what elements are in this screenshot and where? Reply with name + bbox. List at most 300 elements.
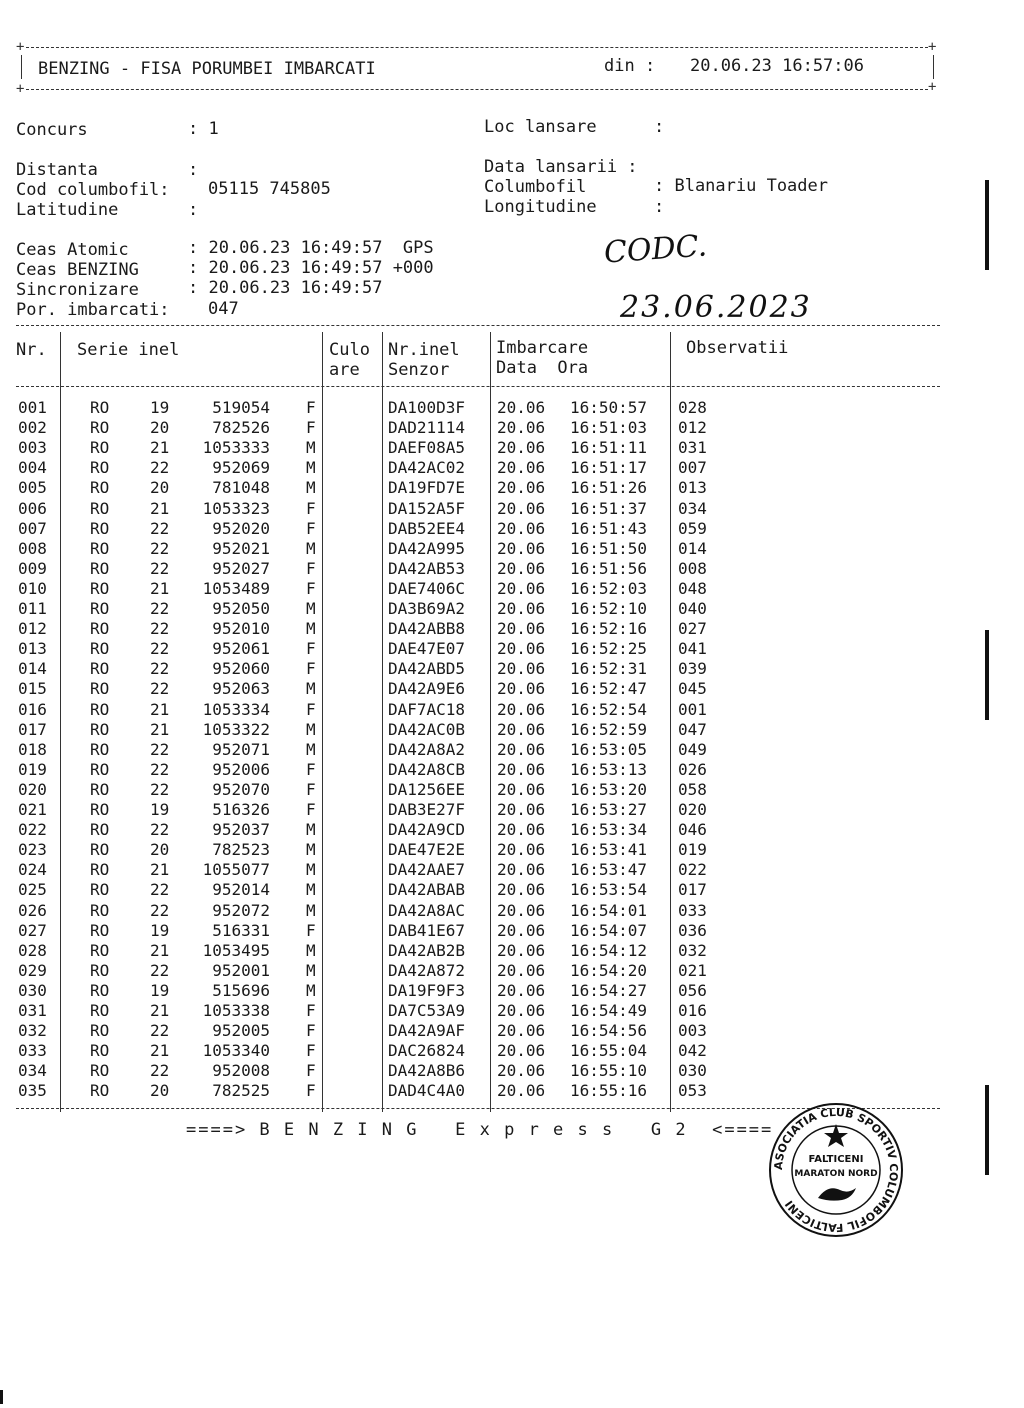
- cell-senzor: DA42A9E6: [388, 679, 466, 699]
- cell-obs: 020: [678, 800, 707, 819]
- table-row: [0, 579, 940, 599]
- table-row: [0, 1041, 940, 1061]
- cell-obs: 014: [678, 538, 707, 558]
- table-row: [0, 921, 940, 941]
- por-imbarcati-label: Por. imbarcati:: [16, 300, 170, 320]
- cell-an: 21: [150, 578, 170, 598]
- cell-senzor: DA42AB53: [388, 558, 466, 578]
- cell-an: 22: [150, 599, 170, 618]
- col-observatii-header: Observatii: [686, 338, 789, 358]
- ceas-atomic-value: : 20.06.23 16:49:57 GPS: [188, 238, 434, 258]
- cell-data: 20.06: [497, 1041, 546, 1061]
- cell-nr: 030: [18, 980, 47, 1000]
- cell-ora: 16:53:13: [570, 759, 648, 779]
- cell-an: 19: [150, 800, 170, 819]
- cell-obs: 021: [678, 960, 707, 980]
- cell-data: 20.06: [497, 980, 546, 1000]
- cell-obs: 034: [678, 498, 707, 518]
- columbofil-value: : Blanariu Toader: [654, 176, 828, 196]
- cell-an: 22: [150, 759, 170, 779]
- cell-obs: 032: [678, 940, 707, 960]
- table-row: [0, 1001, 940, 1021]
- table-row: [0, 941, 940, 961]
- cell-obs: 053: [678, 1081, 707, 1101]
- cell-inel: 952060: [212, 659, 270, 679]
- cell-sex: M: [306, 478, 316, 498]
- cell-tara: RO: [90, 619, 110, 639]
- cell-senzor: DA19FD7E: [388, 478, 466, 498]
- cell-sex: M: [306, 458, 316, 478]
- cod-columbofil-label: Cod columbofil:: [16, 180, 170, 200]
- cell-ora: 16:52:59: [570, 719, 648, 739]
- cell-ora: 16:55:10: [570, 1061, 648, 1081]
- cell-an: 21: [150, 940, 170, 960]
- table-row: [0, 800, 940, 820]
- latitudine-label: Latitudine: [16, 200, 119, 220]
- cell-an: 20: [150, 478, 170, 498]
- cell-inel: 952027: [212, 558, 270, 578]
- table-row: [0, 679, 940, 699]
- cell-obs: 031: [678, 438, 707, 458]
- cell-obs: 007: [678, 458, 707, 478]
- cell-tara: RO: [90, 820, 110, 840]
- cell-sex: F: [306, 639, 316, 659]
- cell-sex: F: [306, 779, 316, 799]
- cell-ora: 16:54:56: [570, 1021, 648, 1041]
- cell-tara: RO: [90, 418, 110, 438]
- cell-senzor: DA42A8A2: [388, 739, 466, 759]
- cell-tara: RO: [90, 1021, 110, 1041]
- cell-nr: 021: [18, 800, 47, 819]
- cell-tara: RO: [90, 739, 110, 759]
- cell-data: 20.06: [497, 679, 546, 699]
- cell-ora: 16:54:20: [570, 960, 648, 980]
- cell-inel: 782526: [212, 418, 270, 438]
- cell-senzor: DA42AAE7: [388, 860, 466, 880]
- cell-ora: 16:52:31: [570, 659, 648, 679]
- cell-tara: RO: [90, 880, 110, 900]
- cell-an: 22: [150, 820, 170, 840]
- cell-tara: RO: [90, 639, 110, 659]
- cell-nr: 020: [18, 779, 47, 799]
- loc-lansare-label: Loc lansare: [484, 117, 597, 137]
- cell-data: 20.06: [497, 599, 546, 618]
- table-row: [0, 559, 940, 579]
- cell-data: 20.06: [497, 739, 546, 759]
- cell-an: 21: [150, 719, 170, 739]
- cell-inel: 952008: [212, 1061, 270, 1081]
- cell-sex: M: [306, 438, 316, 458]
- cell-ora: 16:53:47: [570, 860, 648, 880]
- cell-senzor: DA42A9CD: [388, 820, 466, 840]
- cell-senzor: DA152A5F: [388, 498, 466, 518]
- latitudine-value: :: [188, 200, 199, 220]
- cell-ora: 16:52:54: [570, 699, 648, 719]
- cell-tara: RO: [90, 940, 110, 960]
- table-row: [0, 700, 940, 720]
- cell-an: 19: [150, 920, 170, 940]
- cell-nr: 014: [18, 659, 47, 679]
- cell-data: 20.06: [497, 518, 546, 538]
- cell-nr: 015: [18, 679, 47, 699]
- table-row: [0, 659, 940, 679]
- cell-ora: 16:53:05: [570, 739, 648, 759]
- cell-senzor: DA42AC0B: [388, 719, 466, 739]
- cell-data: 20.06: [497, 920, 546, 940]
- cell-obs: 045: [678, 679, 707, 699]
- din-label: din :: [604, 56, 656, 76]
- cell-obs: 059: [678, 518, 707, 538]
- cell-obs: 026: [678, 759, 707, 779]
- cell-obs: 019: [678, 840, 707, 860]
- table-row: [0, 458, 940, 478]
- cell-inel: 952014: [212, 880, 270, 900]
- ceas-benzing-value: : 20.06.23 16:49:57 +000: [188, 258, 434, 278]
- table-row: [0, 1061, 940, 1081]
- cell-senzor: DAEF08A5: [388, 438, 466, 458]
- cell-data: 20.06: [497, 940, 546, 960]
- table-row: [0, 860, 940, 880]
- cell-obs: 003: [678, 1021, 707, 1041]
- cell-ora: 16:53:27: [570, 800, 648, 819]
- cell-senzor: DAE47E2E: [388, 840, 466, 860]
- cell-sex: F: [306, 498, 316, 518]
- cell-sex: M: [306, 820, 316, 840]
- cell-obs: 058: [678, 779, 707, 799]
- pigeon-icon: [818, 1188, 856, 1201]
- cell-data: 20.06: [497, 619, 546, 639]
- cell-nr: 001: [18, 398, 47, 417]
- cell-sex: F: [306, 800, 316, 819]
- cell-tara: RO: [90, 518, 110, 538]
- cell-obs: 048: [678, 578, 707, 598]
- cell-ora: 16:53:54: [570, 880, 648, 900]
- cell-inel: 519054: [212, 398, 270, 417]
- cell-nr: 028: [18, 940, 47, 960]
- cell-inel: 952037: [212, 820, 270, 840]
- loc-lansare-value: :: [654, 117, 665, 137]
- cell-inel: 1053334: [202, 699, 270, 719]
- cell-obs: 033: [678, 900, 707, 920]
- cell-an: 22: [150, 518, 170, 538]
- table-row: [0, 539, 940, 559]
- cell-inel: 1053333: [202, 438, 270, 458]
- cell-data: 20.06: [497, 639, 546, 659]
- cell-nr: 035: [18, 1081, 47, 1101]
- cell-inel: 952006: [212, 759, 270, 779]
- distanta-value: :: [188, 160, 199, 180]
- cell-inel: 952005: [212, 1021, 270, 1041]
- col-nrinel-header-1: Nr.inel: [388, 340, 460, 360]
- cell-inel: 952072: [212, 900, 270, 920]
- cell-nr: 005: [18, 478, 47, 498]
- table-row: [0, 820, 940, 840]
- cell-data: 20.06: [497, 558, 546, 578]
- cell-sex: M: [306, 679, 316, 699]
- cell-tara: RO: [90, 1061, 110, 1081]
- cell-ora: 16:55:16: [570, 1081, 648, 1101]
- cell-an: 22: [150, 900, 170, 920]
- table-row: [0, 398, 940, 418]
- cell-data: 20.06: [497, 759, 546, 779]
- cell-data: 20.06: [497, 659, 546, 679]
- cell-inel: 515696: [212, 980, 270, 1000]
- longitudine-value: :: [654, 197, 665, 217]
- cell-sex: F: [306, 659, 316, 679]
- cell-sex: M: [306, 619, 316, 639]
- cell-ora: 16:51:26: [570, 478, 648, 498]
- table-row: [0, 901, 940, 921]
- cell-tara: RO: [90, 1001, 110, 1020]
- cod-columbofil-value: 05115 745805: [208, 179, 331, 199]
- cell-obs: 001: [678, 699, 707, 719]
- cell-obs: 036: [678, 920, 707, 940]
- cell-sex: M: [306, 860, 316, 880]
- cell-data: 20.06: [497, 960, 546, 980]
- cell-sex: F: [306, 578, 316, 598]
- cell-senzor: DAD4C4A0: [388, 1081, 466, 1101]
- cell-an: 22: [150, 659, 170, 679]
- cell-an: 21: [150, 860, 170, 880]
- stamp-line-2: MARATON NORD: [794, 1169, 878, 1179]
- cell-inel: 952071: [212, 739, 270, 759]
- cell-data: 20.06: [497, 840, 546, 860]
- cell-nr: 022: [18, 820, 47, 840]
- cell-obs: 008: [678, 558, 707, 578]
- cell-tara: RO: [90, 800, 110, 819]
- cell-nr: 025: [18, 880, 47, 900]
- cell-obs: 028: [678, 398, 707, 417]
- cell-sex: M: [306, 980, 316, 1000]
- cell-obs: 012: [678, 418, 707, 438]
- cell-inel: 781048: [212, 478, 270, 498]
- cell-inel: 952069: [212, 458, 270, 478]
- table-row: [0, 740, 940, 760]
- cell-an: 22: [150, 1021, 170, 1041]
- cell-tara: RO: [90, 599, 110, 618]
- concurs-label: Concurs: [16, 120, 88, 140]
- cell-obs: 013: [678, 478, 707, 498]
- cell-senzor: DAC26824: [388, 1041, 466, 1061]
- cell-sex: F: [306, 1021, 316, 1041]
- cell-nr: 013: [18, 639, 47, 659]
- handwritten-date: 23.06.2023: [620, 290, 812, 325]
- cell-tara: RO: [90, 779, 110, 799]
- col-culoare-header-1: Culo: [329, 340, 370, 360]
- ceas-atomic-label: Ceas Atomic: [16, 240, 129, 260]
- cell-senzor: DA42A8CB: [388, 759, 466, 779]
- cell-an: 21: [150, 438, 170, 458]
- cell-ora: 16:51:03: [570, 418, 648, 438]
- cell-an: 22: [150, 458, 170, 478]
- cell-ora: 16:54:12: [570, 940, 648, 960]
- cell-ora: 16:53:34: [570, 820, 648, 840]
- cell-an: 22: [150, 619, 170, 639]
- cell-tara: RO: [90, 900, 110, 920]
- report-title: BENZING - FISA PORUMBEI IMBARCATI: [38, 59, 376, 79]
- cell-sex: M: [306, 599, 316, 618]
- cell-tara: RO: [90, 458, 110, 478]
- cell-nr: 029: [18, 960, 47, 980]
- cell-an: 22: [150, 880, 170, 900]
- cell-ora: 16:52:16: [570, 619, 648, 639]
- columbofil-label: Columbofil: [484, 177, 587, 197]
- cell-an: 22: [150, 639, 170, 659]
- cell-senzor: DA42A872: [388, 960, 466, 980]
- cell-inel: 1055077: [202, 860, 270, 880]
- cell-senzor: DAB41E67: [388, 920, 466, 940]
- cell-data: 20.06: [497, 478, 546, 498]
- cell-nr: 017: [18, 719, 47, 739]
- cell-senzor: DA42AB2B: [388, 940, 466, 960]
- cell-senzor: DAE47E07: [388, 639, 466, 659]
- cell-inel: 952061: [212, 639, 270, 659]
- cell-sex: F: [306, 418, 316, 438]
- cell-ora: 16:51:11: [570, 438, 648, 458]
- cell-data: 20.06: [497, 398, 546, 417]
- cell-nr: 010: [18, 578, 47, 598]
- cell-nr: 006: [18, 498, 47, 518]
- cell-ora: 16:52:47: [570, 679, 648, 699]
- cell-senzor: DA42A8AC: [388, 900, 466, 920]
- col-culoare-header-2: are: [329, 360, 360, 380]
- cell-tara: RO: [90, 699, 110, 719]
- col-imbarcare-header-1: Imbarcare: [496, 338, 589, 358]
- table-row: [0, 499, 940, 519]
- cell-nr: 012: [18, 619, 47, 639]
- cell-sex: M: [306, 960, 316, 980]
- table-row: [0, 981, 940, 1001]
- cell-senzor: DA42A995: [388, 538, 466, 558]
- cell-an: 21: [150, 1041, 170, 1061]
- cell-sex: M: [306, 900, 316, 920]
- cell-ora: 16:51:37: [570, 498, 648, 518]
- cell-sex: F: [306, 1081, 316, 1101]
- cell-nr: 004: [18, 458, 47, 478]
- cell-ora: 16:52:10: [570, 599, 648, 618]
- sincronizare-value: : 20.06.23 16:49:57: [188, 278, 383, 298]
- cell-nr: 032: [18, 1021, 47, 1041]
- cell-tara: RO: [90, 960, 110, 980]
- cell-senzor: DA100D3F: [388, 398, 466, 417]
- cell-an: 22: [150, 538, 170, 558]
- cell-inel: 782523: [212, 840, 270, 860]
- cell-inel: 952050: [212, 599, 270, 618]
- table-row: [0, 639, 940, 659]
- scan-artifact: [985, 180, 989, 270]
- handwritten-code: CODC.: [602, 228, 709, 271]
- cell-an: 22: [150, 779, 170, 799]
- table-row: [0, 720, 940, 740]
- cell-senzor: DAB3E27F: [388, 800, 466, 819]
- cell-tara: RO: [90, 538, 110, 558]
- cell-sex: M: [306, 840, 316, 860]
- cell-ora: 16:54:01: [570, 900, 648, 920]
- concurs-value: : 1: [188, 119, 219, 139]
- cell-senzor: DAF7AC18: [388, 699, 466, 719]
- cell-an: 19: [150, 398, 170, 417]
- cell-nr: 018: [18, 739, 47, 759]
- cell-inel: 952020: [212, 518, 270, 538]
- cell-obs: 042: [678, 1041, 707, 1061]
- longitudine-label: Longitudine: [484, 197, 597, 217]
- table-row: [0, 1081, 940, 1101]
- table-row: [0, 599, 940, 619]
- cell-tara: RO: [90, 498, 110, 518]
- cell-nr: 008: [18, 538, 47, 558]
- cell-nr: 011: [18, 599, 47, 618]
- cell-inel: 516326: [212, 800, 270, 819]
- distanta-label: Distanta: [16, 160, 98, 180]
- cell-inel: 1053489: [202, 578, 270, 598]
- cell-senzor: DA19F9F3: [388, 980, 466, 1000]
- cell-nr: 033: [18, 1041, 47, 1061]
- table-row: [0, 1021, 940, 1041]
- cell-tara: RO: [90, 759, 110, 779]
- col-nrinel-header-2: Senzor: [388, 360, 450, 380]
- cell-inel: 952001: [212, 960, 270, 980]
- cell-data: 20.06: [497, 418, 546, 438]
- cell-obs: 022: [678, 860, 707, 880]
- table-row: [0, 438, 940, 458]
- cell-sex: M: [306, 880, 316, 900]
- cell-inel: 1053322: [202, 719, 270, 739]
- cell-obs: 017: [678, 880, 707, 900]
- stamp-line-1: FALTICENI: [808, 1154, 864, 1165]
- cell-obs: 056: [678, 980, 707, 1000]
- cell-senzor: DAD21114: [388, 418, 466, 438]
- cell-obs: 040: [678, 599, 707, 618]
- cell-data: 20.06: [497, 458, 546, 478]
- cell-nr: 026: [18, 900, 47, 920]
- cell-tara: RO: [90, 1041, 110, 1061]
- cell-obs: 046: [678, 820, 707, 840]
- cell-sex: F: [306, 759, 316, 779]
- table-row: [0, 519, 940, 539]
- cell-sex: F: [306, 1001, 316, 1020]
- cell-sex: F: [306, 1061, 316, 1081]
- cell-nr: 007: [18, 518, 47, 538]
- data-lansarii-label: Data lansarii :: [484, 157, 638, 177]
- cell-sex: F: [306, 920, 316, 940]
- table-row: [0, 418, 940, 438]
- cell-ora: 16:51:56: [570, 558, 648, 578]
- cell-tara: RO: [90, 478, 110, 498]
- cell-sex: M: [306, 538, 316, 558]
- cell-data: 20.06: [497, 820, 546, 840]
- cell-tara: RO: [90, 1081, 110, 1101]
- cell-ora: 16:54:49: [570, 1001, 648, 1020]
- cell-nr: 009: [18, 558, 47, 578]
- cell-an: 22: [150, 960, 170, 980]
- cell-nr: 034: [18, 1061, 47, 1081]
- cell-data: 20.06: [497, 1081, 546, 1101]
- cell-data: 20.06: [497, 860, 546, 880]
- cell-ora: 16:52:25: [570, 639, 648, 659]
- col-imbarcare-header-2: Data Ora: [496, 358, 589, 378]
- cell-an: 22: [150, 679, 170, 699]
- cell-tara: RO: [90, 860, 110, 880]
- footer-banner: ====> B E N Z I N G E x p r e s s G 2 <====: [186, 1120, 774, 1140]
- cell-data: 20.06: [497, 880, 546, 900]
- cell-inel: 952070: [212, 779, 270, 799]
- din-value: 20.06.23 16:57:06: [690, 56, 864, 76]
- cell-inel: 952021: [212, 538, 270, 558]
- cell-data: 20.06: [497, 1061, 546, 1081]
- cell-nr: 016: [18, 699, 47, 719]
- cell-nr: 031: [18, 1001, 47, 1020]
- cell-obs: 039: [678, 659, 707, 679]
